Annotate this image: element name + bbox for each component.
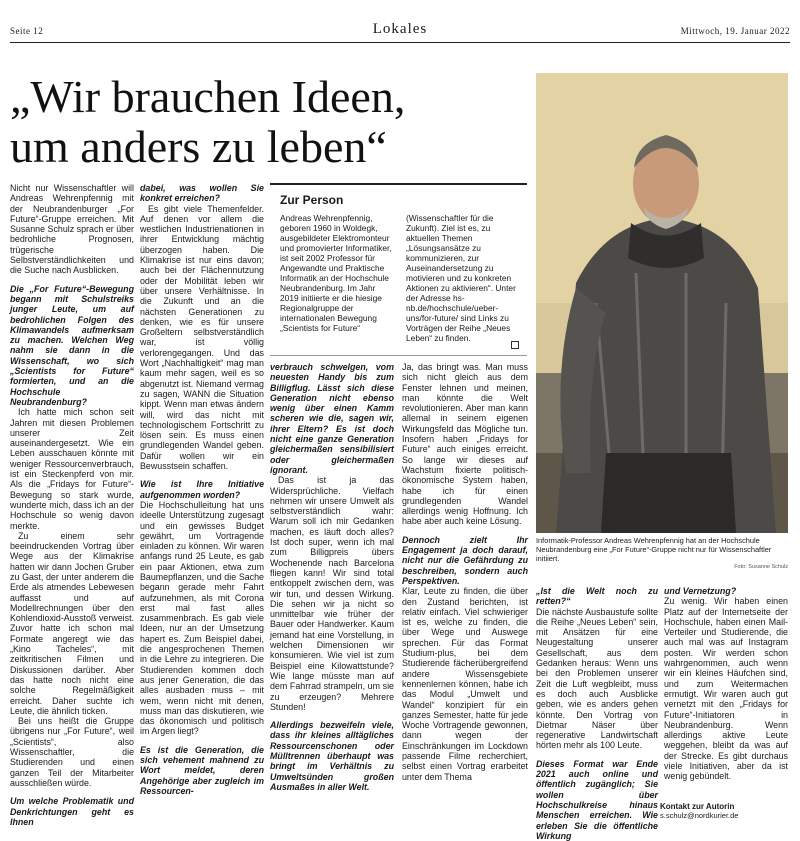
section-title: Lokales (372, 21, 428, 37)
author-contact (660, 802, 738, 820)
answer-5: Ja, das bringt was. Man muss sich nicht gleich aus dem Fenster lehnen und meinen, man könnte die Welt revolutionieren. Aber man kann allemal in seinem eigenen Wirkungsfeld das Mögliche tun. Insofern haben „Fridays for Future“ auch einiges erreicht. So lange wir dieses auf Wachstum fixierte politisch-ökonomische System haben, habe ich für einen grundlegenden Wandel allerdings wenig Hoffnung. Ich habe aber auch keine Lösung. (402, 362, 528, 527)
info-box-left: Andreas Wehrenpfennig, geboren 1960 in Woldegk, ausgebildeter Elektromonteur und promovierter Informatiker, ist seit 2002 Professor für Angewandte und Praktische Informatik an der Hochschule Neubrandenburg. Im Jahr 2019 initiierte er die hiesige Regionalgruppe der internationalen Bewegung „Scientists for Future“ (280, 213, 392, 333)
answer-7: Die nächste Ausbaustufe sollte die Reihe „Neues Leben“ sein, mit Ansätzen für eine Neugestaltung unserer Gesellschaft, aus dem Gedanken heraus: Wenn uns bei den Problemen unserer Zeit die Luft wegbleibt, muss es doch auch Ausblicke geben, wie es anders gehen könnte. Den Vortrag von Dietmar Näser über regenerative Landwirtschaft hörten mehr als 100 Leute. (536, 606, 658, 751)
info-box-right: (Wissenschaftler für die Zukunft). Ziel ist es, zu aktuellen Themen „Lösungsansätze zu kommunizieren, zur Auseinandersetzung zu motivieren und zu konkreten Aktionen zu aktivieren“. Unter der Adresse hs-nb.de/hochschule/ueber-uns/for-future/ sind Links zu Vorträgen der Reihe „Neues Leben“ zu finden. (406, 213, 516, 343)
answer-1b: Zu einem sehr beeindruckenden Vortrag über Wege aus der Klimakrise hatten wir dann Jochen Gruber zu Gast, der unter anderem die Erde als atmendes Lebewesen auffasst und auf Modellrechnungen über den Kohlendioxid-Ausstoß verweist. Zuvor hatte ich schon mal Formate angeregt wie das „Kino Tacheles“, mit zeitkritischen Filmen und Diskussionen darüber. Aber das hatte noch nicht eine solche Regelmäßigkeit erreicht. Daher suchte ich Leute, die ähnlich ticken. (10, 530, 134, 716)
column-2 (140, 183, 264, 823)
answer-2a: Es gibt viele Themenfelder. Auf denen vor allem die westlichen Industrienationen in ihrer Entwicklung mächtig überzogen haben. Die Klimakrise ist nur eins davon; auch bei der Flächennutzung oder der Mobilität leben wir über unsere Verhältnisse. In die Zukunft und an die nächsten Generationen zu denken, wie es für unsere Großeltern selbstverständlich war, ist völlig verlorengegangen. Und das Wort „Nachhaltigkeit“ mag man kaum mehr sagen, weil es so abgenutzt ist. Niemand vermag zu sagen, WANN die Situation kippt. Wenn man etwas ändern will, wird das nicht mit technologischem Fortschritt zu lösen sein. Es muss einen grundlegenden Wandel geben. Dafür wollen wir ein Bewusstsein schaffen. (140, 203, 264, 472)
answer-3: Die Hochschulleitung hat uns ideelle Unterstützung zugesagt und ein gewisses Budget gewährt, um Vortragende einladen zu können. Wir waren anfangs rund 25 Leute, es gab ein paar Aktionen, etwa zum Baumepflanzen, und die Sache begann gerade mehr Fahrt aufzunehmen, als mit Corona erst mal fast alles zusammenbrach. Es gab viele Ideen, nur an der Umsetzung hapert es. Zum Beispiel dabei, die angesprochenen Themen in die Lehre zu integrieren. Die Studierenden kommen doch aus jener Generation, die das alles ausbaden muss – mit wem, wenn nicht mit denen, muss man das diskutieren, wie das ökonomisch und politisch im Argen liegt? (140, 499, 264, 737)
header-rule (10, 42, 790, 43)
answer-4: Das ist ja das Widersprüchliche. Vielfach nehmen wir unsere Umwelt als selbstverständlich wahr: Warum soll ich mir Gedanken machen, es läuft doch alles? Ist doch super, wenn ich mal zum Billigpreis übers Wochenende nach Barcelona fliegen kann! Wir sind total entkoppelt zwischen dem, was wir tun, und dessen Wirkung. Die sehen wir ja nicht so unmittelbar wie früher der Bauer oder Handwerker. Kaum jemand hat eine Vorstellung, in welchen Dimensionen wir konsumieren. Wie viel ist zum Beispiel eine Kilowattstunde? Wie lange müsste man auf dem Fahrrad strampeln, um sie zu erzeugen? Mehrere Stunden! (270, 475, 394, 712)
column-1 (10, 183, 134, 827)
question-7: Dieses Format war Ende 2021 auch online und öffentlich zugänglich; Sie wollen über Hochschulkreise hinaus Menschen erreichen. Wie erleben Sie die öffentliche Wirkung (536, 758, 658, 841)
info-box-title: Zur Person (280, 193, 344, 207)
portrait-illustration (536, 73, 788, 533)
question-2: Um welche Problematik und Denkrichtungen geht es Ihnen (10, 796, 134, 827)
headline (10, 72, 530, 172)
intro-text: Nicht nur Wissenschaftler will Andreas Wehrenpfennig mit der Neubrandenburger „For Future“-Gruppe erreichen. Mit Susanne Schulz sprach er über bedrohliche Prognosen, trügerische Selbstverständlichkeiten und die Suche nach Ausblicken. (10, 183, 134, 276)
answer-8: Zu wenig. Wir haben einen Platz auf der Internetseite der Hochschule, haben einen Mail-Verteiler und Studierende, die auch mal was auf Instagram posten. Wir werden schon wahrgenommen, auch wenn wir ein kleines Häufchen sind, und zum Weitermachen ermutigt. Wir waren auch gut vernetzt mit den „Fridays for Future“-Initiatoren in Neubrandenburg. Wenn allerdings aktive Leute weggehen, bleibt da was auf der Strecke. Es gibt durchaus viele Initiativen, aber da ist wenig gebündelt. (664, 596, 788, 782)
contact-email[interactable]: s.schulz@nordkurier.de (660, 811, 739, 820)
column-6 (664, 586, 788, 800)
column-4 (402, 362, 528, 824)
caption-text: Informatik-Professor Andreas Wehrenpfennig hat an der Hochschule Neubrandenburg eine „For Future“-Gruppe nicht nur für Wissenschaftler initiiert. (536, 536, 772, 563)
page-header (10, 21, 790, 40)
headline-line-2: um anders zu leben“ (10, 121, 387, 172)
end-mark-icon (511, 341, 519, 349)
question-7-cont: und Vernetzung? (664, 586, 737, 596)
question-3: Wie ist Ihre Initiative aufgenommen worden? (140, 479, 264, 500)
question-5: Allerdings bezweifeln viele, dass ihr kleines alltägliches Ressourcenschonen oder Mülltrennen überhaupt was bringt im Verhältnis zu Umweltsünden großen Ausmaßes in aller Welt. (270, 720, 394, 792)
portrait-photo (536, 73, 788, 533)
question-2-cont: dabei, was wollen Sie konkret erreichen? (140, 183, 264, 204)
page-number: Seite 12 (10, 26, 44, 36)
column-3 (270, 362, 394, 824)
info-box-person (270, 183, 527, 356)
question-1: Die „For Future“-Bewegung begann mit Schulstreiks junger Leute, um auf bedrohlichen Folgen des Klimawandels aufmerksam zu machen. Welchen Weg nahm sie dann in die Wissenschaft, wo sich „Scientists for Future“ formierten, und an die Hochschule Neubrandenburg? (10, 283, 134, 407)
headline-line-1: „Wir brauchen Ideen, (10, 71, 406, 122)
question-6: Dennoch zielt Ihr Engagement ja doch darauf, nicht nur die Gefährdung zu beschreiben, sondern auch Perspektiven. (402, 534, 528, 586)
issue-date: Mittwoch, 19. Januar 2022 (680, 26, 790, 36)
question-4: Es ist die Generation, die sich vehement mahnend zu Wort meldet, deren Angehörige aber zugleich im Ressourcen- (140, 744, 264, 796)
column-5 (536, 586, 658, 841)
answer-1c: Bei uns heißt die Gruppe übrigens nur „For Future“, weil „Scientists“, also Wissenschaftler, die Studierenden und einen ganzen Teil der Mitarbeiter ausschließen würde. (10, 716, 134, 788)
answer-6: Klar, Leute zu finden, die über den Zustand berichten, ist relativ einfach. Viel schwieriger ist es, welche zu finden, die über Wege und Auswege sprechen. Für das Format Studium-plus, bei dem Studierende fächerübergreifend andere Wissensgebiete kennenlernen können, habe ich das Modul „Umwelt und Wandel“ konzipiert für ein ganzes Semester, hatte für jede Woche Vortragende gewonnen, dann wegen der Einschränkungen im Lockdown passende Filme recherchiert, selbst einen Vortrag erarbeitet unter dem Thema (402, 586, 528, 782)
photo-caption (536, 536, 788, 572)
answer-1a: Ich hatte mich schon seit Jahren mit diesen Problemen unserer Zeit auseinandergesetzt. Wie ein Leben ausschauen könnte mit weniger Ressourcenverbrauch, ist ein Steckenpferd von mir. Als die „Fridays for Future“-Bewegung so stark wurde, wunderte mich, dass ich an der Hochschule so wenig davon merkte. (10, 407, 134, 531)
question-6-cont: „Ist die Welt noch zu retten?“ (536, 586, 658, 607)
contact-label: Kontakt zur Autorin (660, 802, 735, 811)
question-4-cont: verbrauch schwelgen, vom neuesten Handy bis zum Billigflug. Lässt sich diese Generation nicht ebenso wenig über einen Kamm scheren wie die, sagen wir, ihrer Eltern? Es ist doch nicht eine ganze Generation gleichermaßen sensibilisiert oder gleichermaßen ignorant. (270, 362, 394, 475)
photo-credit: Foto: Susanne Schulz (734, 564, 788, 570)
